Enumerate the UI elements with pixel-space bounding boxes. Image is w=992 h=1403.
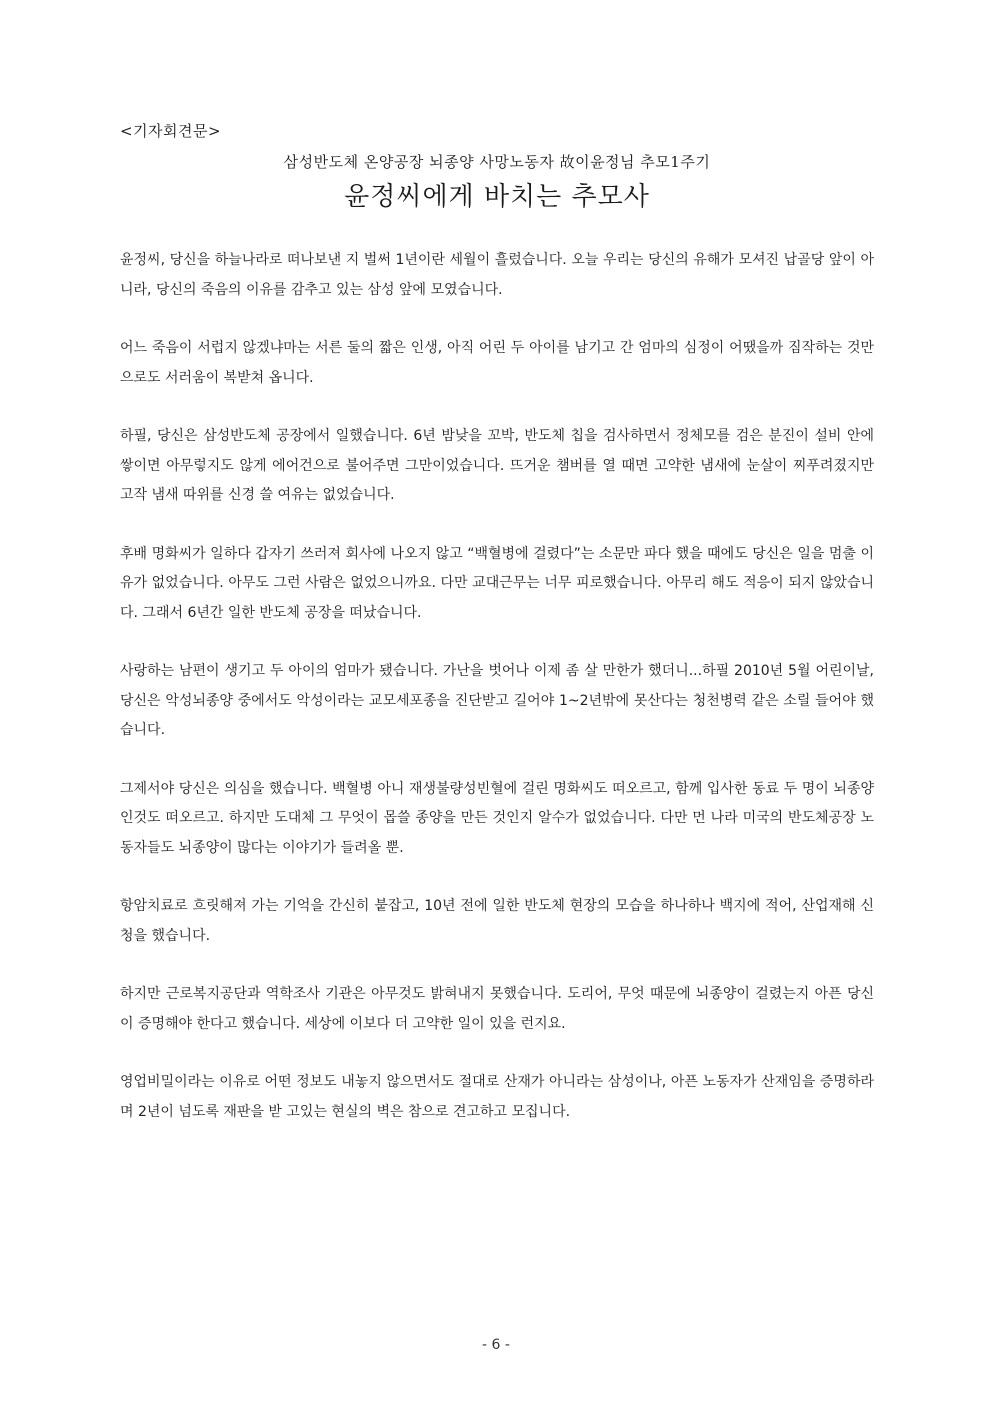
document-label: <기자회견문> [120,122,222,140]
paragraph: 후배 명화씨가 일하다 갑자기 쓰러져 회사에 나오지 않고 “백혈병에 걸렸다”는 소문만 파다 했을 때에도 당신은 일을 멈출 이유가 없었습니다. 아무도 그런 사람은 없었으니까요. 다만 교대근무는 너무 피로했습니다. 아무리 해도 적응이 되지 않았습니다. 그래서 6년간 일한 반도체 공장을 떠났습니다. [120,545,874,621]
document-body [120,246,874,1156]
document-subtitle: 삼성반도체 온양공장 뇌종양 사망노동자 故이윤정님 추모1주기 [283,153,711,171]
paragraph: 항암치료로 흐릿해져 가는 기억을 간신히 붙잡고, 10년 전에 일한 반도체 현장의 모습을 하나하나 백지에 적어, 산업재해 신청을 했습니다. [120,898,874,944]
paragraph: 하필, 당신은 삼성반도체 공장에서 일했습니다. 6년 밤낮을 꼬박, 반도체 칩을 검사하면서 정체모를 검은 분진이 설비 안에 쌓이면 아무렇지도 않게 에어건으로 불어주면 그만이었습니다. 뜨거운 챔버를 열 때면 고약한 냄새에 눈살이 찌푸려졌지만 고작 냄새 따위를 신경 쓸 여유는 없었습니다. [120,428,874,503]
page-number: - 6 - [482,1337,510,1353]
paragraph: 하지만 근로복지공단과 역학조사 기관은 아무것도 밝혀내지 못했습니다. 도리어, 무엇 때문에 뇌종양이 걸렸는지 아픈 당신이 증명해야 한다고 했습니다. 세상에 이보다 더 고약한 일이 있을 런지요. [120,986,874,1032]
paragraph: 그제서야 당신은 의심을 했습니다. 백혈병 아니 재생불량성빈혈에 걸린 명화씨도 떠오르고, 함께 입사한 동료 두 명이 뇌종양인것도 떠오르고. 하지만 도대체 그 무엇이 몹쓸 종양을 만든 것인지 알수가 없었습니다. 다만 먼 나라 미국의 반도체공장 노동자들도 뇌종양이 많다는 이야기가 들려올 뿐. [120,780,874,856]
paragraph: 어느 죽음이 서럽지 않겠냐마는 서른 둘의 짧은 인생, 아직 어린 두 아이를 남기고 간 엄마의 심정이 어땠을까 짐작하는 것만으로도 서러움이 복받쳐 옵니다. [120,340,874,386]
document-title: 윤정씨에게 바치는 추모사 [344,182,650,212]
paragraph: 윤정씨, 당신을 하늘나라로 떠나보낸 지 벌써 1년이란 세월이 흘렀습니다. 오늘 우리는 당신의 유해가 모셔진 납골당 앞이 아니라, 당신의 죽음의 이유를 감추고 있는 삼성 앞에 모였습니다. [120,252,874,298]
paragraph: 사랑하는 남편이 생기고 두 아이의 엄마가 됐습니다. 가난을 벗어나 이제 좀 살 만한가 했더니...하필 2010년 5월 어린이날, 당신은 악성뇌종양 중에서도 악성이라는 교모세포종을 진단받고 길어야 1~2년밖에 못산다는 청천병력 같은 소릴 들어야 했습니다. [120,663,874,738]
paragraph: 영업비밀이라는 이유로 어떤 정보도 내놓지 않으면서도 절대로 산재가 아니라는 삼성이나, 아픈 노동자가 산재임을 증명하라며 2년이 넘도록 재판을 받 고있는 현실의 벽은 참으로 견고하고 모집니다. [120,1074,874,1120]
